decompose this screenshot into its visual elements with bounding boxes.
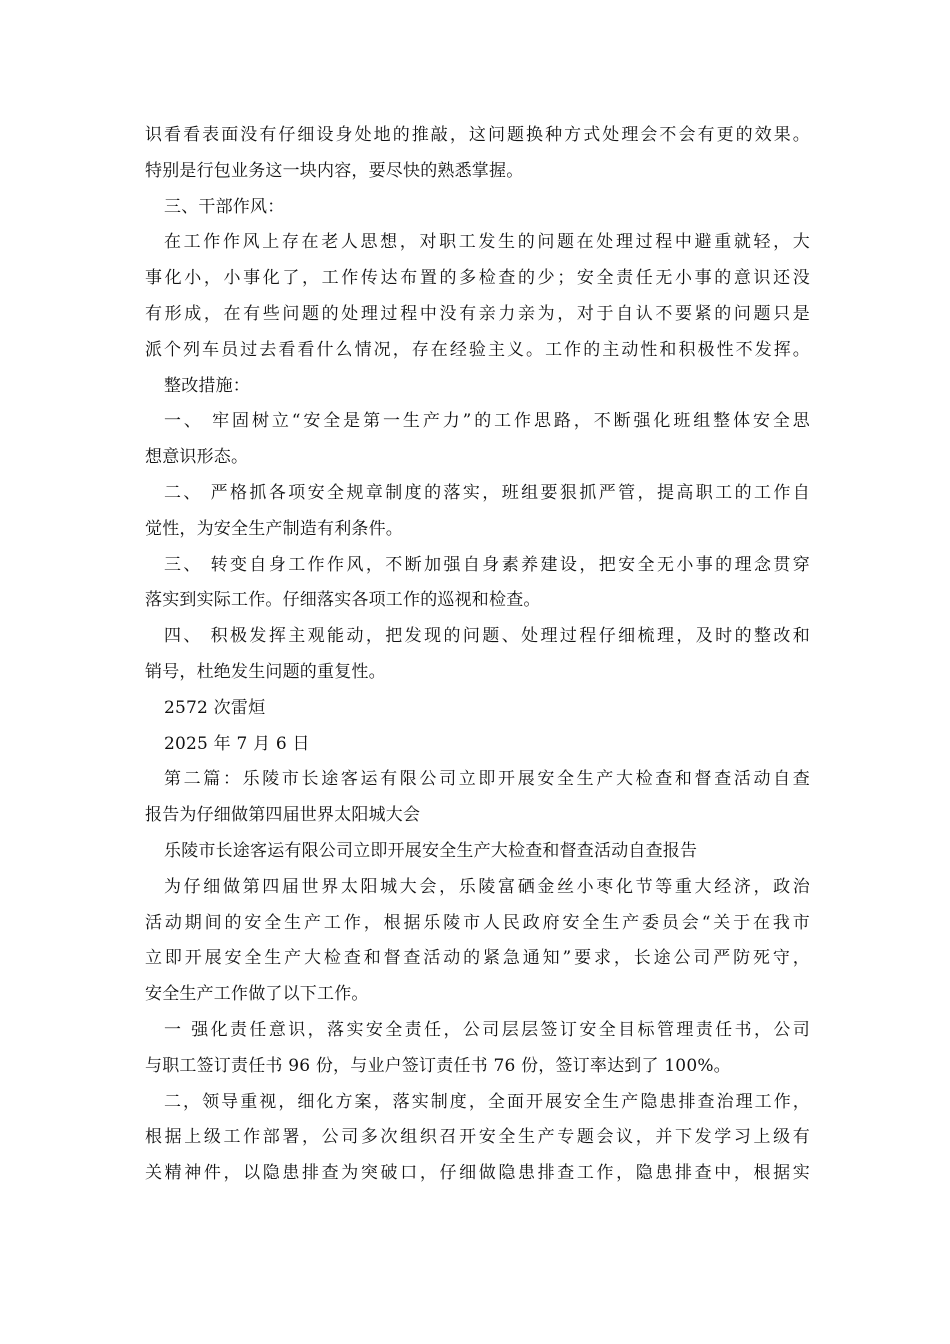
signature: 2572 次雷烜 [164, 697, 266, 718]
text-line: 立即开展安全生产大检查和督查活动的紧急通知”要求，长途公司严防死守， [145, 948, 810, 969]
list-item: 一 强化责任意识，落实安全责任，公司层层签订安全目标管理责任书，公司 [164, 1019, 810, 1040]
text-line: 活动期间的安全生产工作，根据乐陵市人民政府安全生产委员会“关于在我市 [145, 912, 810, 933]
list-item: 四、 积极发挥主观能动，把发现的问题、处理过程仔细梳理，及时的整改和 [164, 626, 810, 647]
text-line: 在工作作风上存在老人思想，对职工发生的问题在处理过程中避重就轻，大 [164, 232, 810, 253]
text-line: 销号，杜绝发生问题的重复性。 [145, 661, 386, 682]
report-title: 乐陵市长途客运有限公司立即开展安全生产大检查和督查活动自查报告 [164, 840, 698, 861]
text-line: 与职工签订责任书 96 份，与业户签订责任书 76 份，签订率达到了 100%。 [145, 1055, 731, 1076]
list-item: 二、 严格抓各项安全规章制度的落实，班组要狠抓严管，提高职工的工作自 [164, 482, 810, 503]
text-line: 事化小，小事化了，工作传达布置的多检查的少；安全责任无小事的意识还没 [145, 268, 810, 289]
text-line: 有形成，在有些问题的处理过程中没有亲力亲为，对于自认不要紧的问题只是 [145, 303, 810, 324]
text-line: 识看看表面没有仔细设身处地的推敲，这问题换种方式处理会不会有更的效果。 [145, 125, 810, 145]
section-title: 第二篇：乐陵市长途客运有限公司立即开展安全生产大检查和督查活动自查 [164, 769, 810, 790]
text-line: 安全生产工作做了以下工作。 [145, 984, 369, 1005]
text-line: 派个列车员过去看看什么情况，存在经验主义。工作的主动性和积极性不发挥。 [145, 339, 810, 360]
text-line: 根据上级工作部署，公司多次组织召开安全生产专题会议，并下发学习上级有 [145, 1127, 810, 1148]
section-title: 报告为仔细做第四届世界太阳城大会 [145, 805, 421, 826]
text-line: 想意识形态。 [145, 447, 249, 468]
date: 2025 年 7 月 6 日 [164, 733, 310, 754]
text-line: 关精神件，以隐患排查为突破口，仔细做隐患排查工作，隐患排查中，根据实 [145, 1163, 810, 1184]
list-item: 二，领导重视，细化方案，落实制度，全面开展安全生产隐患排查治理工作， [164, 1091, 810, 1112]
text-line: 特别是行包业务这一块内容，要尽快的熟悉掌握。 [145, 160, 524, 181]
list-item: 一、 牢固树立“安全是第一生产力”的工作思路，不断强化班组整体安全思 [164, 411, 810, 432]
section-heading: 整改措施： [164, 375, 250, 396]
text-line: 落实到实际工作。仔细落实各项工作的巡视和检查。 [145, 590, 541, 611]
document-body [145, 118, 810, 1192]
text-line: 觉性，为安全生产制造有利条件。 [145, 518, 403, 539]
text-line: 为仔细做第四届世界太阳城大会，乐陵富硒金丝小枣化节等重大经济，政治 [164, 876, 810, 897]
list-item: 三、 转变自身工作作风，不断加强自身素养建设，把安全无小事的理念贯穿 [164, 554, 810, 575]
section-heading: 三、干部作风： [164, 196, 285, 217]
